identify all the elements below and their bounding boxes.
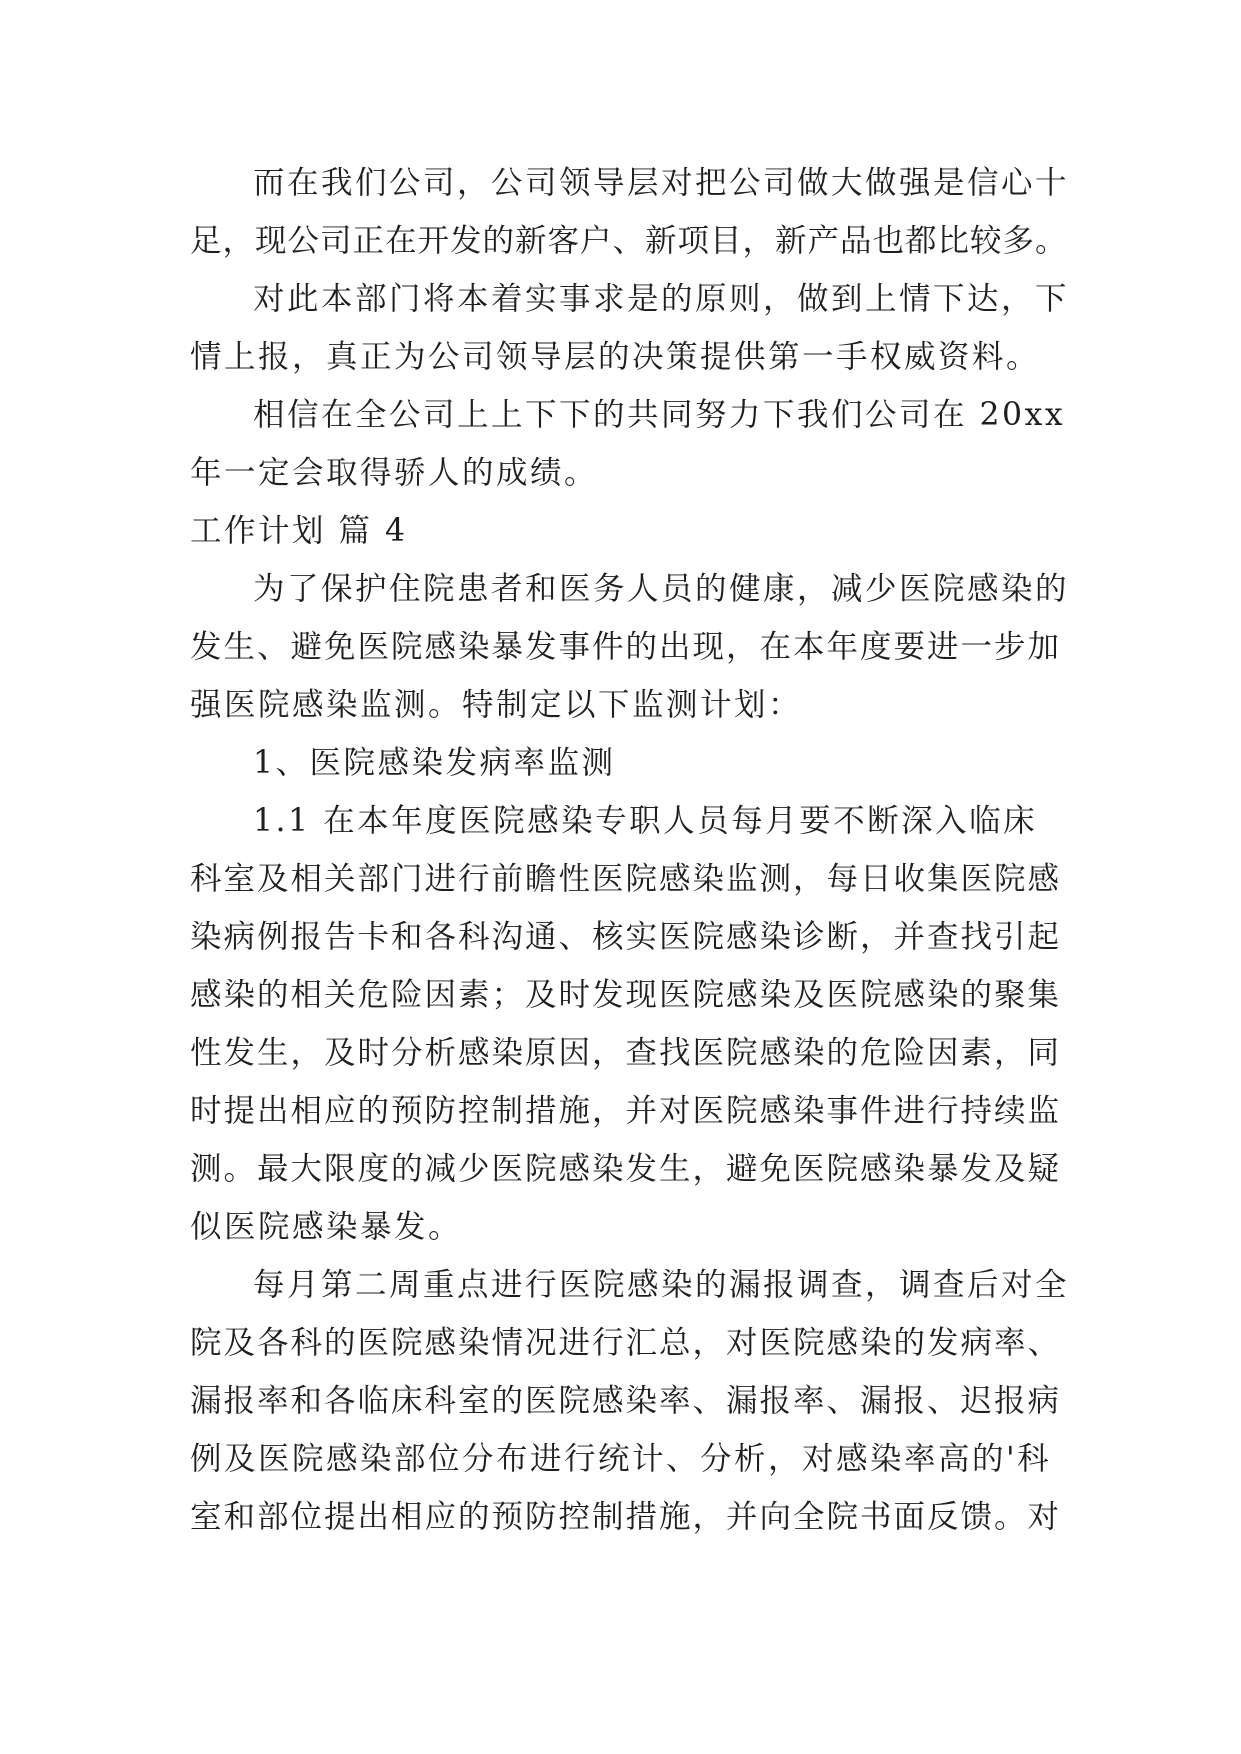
text-line: 性发生，及时分析感染原因，查找医院感染的危险因素，同	[190, 1035, 1062, 1071]
text-line: 对此本部门将本着实事求是的原则，做到上情下达，下	[253, 281, 1070, 317]
text-line: 情上报，真正为公司领导层的决策提供第一手权威资料。	[190, 339, 1041, 375]
text-line: 强医院感染监测。特制定以下监测计划：	[190, 687, 803, 723]
text-line: 年一定会取得骄人的成绩。	[190, 455, 599, 491]
text-line: 而在我们公司，公司领导层对把公司做大做强是信心十	[253, 165, 1070, 201]
text-line: 漏报率和各临床科室的医院感染率、漏报率、漏报、迟报病	[190, 1383, 1062, 1419]
text-line: 染病例报告卡和各科沟通、核实医院感染诊断，并查找引起	[190, 919, 1062, 955]
section-heading: 工作计划 篇 4	[190, 513, 408, 549]
text-line: 1.1 在本年度医院感染专职人员每月要不断深入临床	[253, 803, 1038, 839]
text-line: 足，现公司正在开发的新客户、新项目，新产品也都比较多。	[190, 223, 1068, 259]
text-line: 例及医院感染部位分布进行统计、分析，对感染率高的'科	[190, 1441, 1052, 1477]
text-line: 感染的相关危险因素；及时发现医院感染及医院感染的聚集	[190, 977, 1062, 1013]
text-line: 时提出相应的预防控制措施，并对医院感染事件进行持续监	[190, 1093, 1062, 1129]
text-line: 测。最大限度的减少医院感染发生，避免医院感染暴发及疑	[190, 1151, 1062, 1187]
text-line: 发生、避免医院感染暴发事件的出现，在本年度要进一步加	[190, 629, 1062, 665]
list-heading: 1、医院感染发病率监测	[253, 745, 616, 781]
text-line: 室和部位提出相应的预防控制措施，并向全院书面反馈。对	[190, 1499, 1062, 1535]
text-line: 每月第二周重点进行医院感染的漏报调查，调查后对全	[253, 1267, 1070, 1303]
text-line: 院及各科的医院感染情况进行汇总，对医院感染的发病率、	[190, 1325, 1062, 1361]
text-line: 科室及相关部门进行前瞻性医院感染监测，每日收集医院感	[190, 861, 1062, 897]
text-line: 相信在全公司上上下下的共同努力下我们公司在 20xx	[253, 397, 1066, 433]
text-line: 为了保护住院患者和医务人员的健康，减少医院感染的	[253, 571, 1070, 607]
text-line: 似医院感染暴发。	[190, 1209, 463, 1245]
